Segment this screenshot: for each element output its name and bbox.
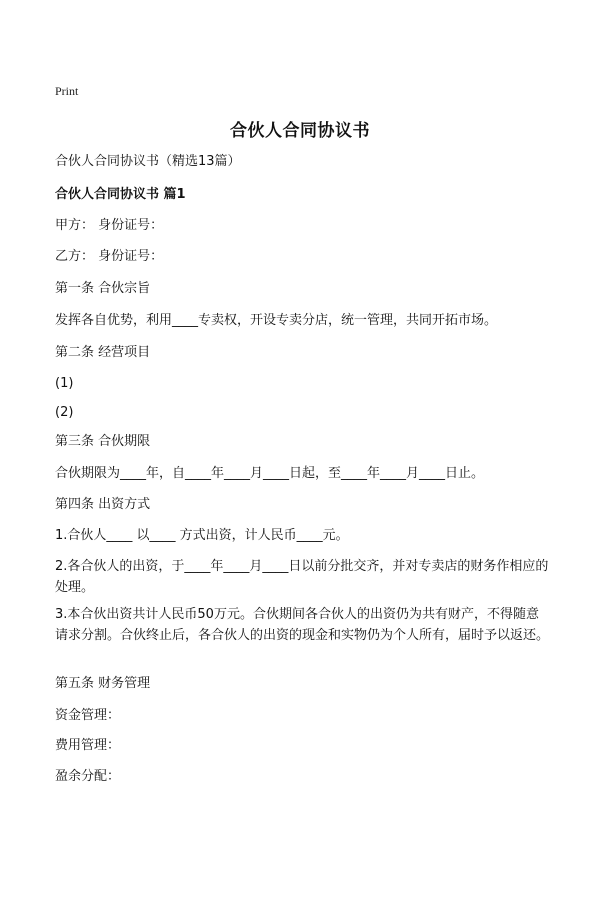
article-1-heading: 第一条 合伙宗旨: [55, 281, 151, 296]
article-2-heading: 第二条 经营项目: [55, 345, 151, 360]
article-1-text: 发挥各自优势，利用____专卖权，开设专卖分店，统一管理，共同开拓市场。: [55, 313, 498, 328]
article-4-heading: 第四条 出资方式: [55, 497, 151, 512]
article-3-heading: 第三条 合伙期限: [55, 434, 151, 449]
expense-management-line: 费用管理：: [55, 738, 121, 753]
document-title: 合伙人合同协议书: [230, 121, 370, 141]
print-label: Print: [55, 84, 79, 98]
party-a-line: 甲方： 身份证号：: [55, 218, 164, 233]
article-4-clause-2: 2.各合伙人的出资，于____年____月____日以前分批交齐，并对专卖店的财务作相应的处理。: [55, 559, 549, 595]
fund-management-line: 资金管理：: [55, 708, 121, 723]
article-4-clause-3: 3.本合伙出资共计人民币50万元。合伙期间各合伙人的出资仍为共有财产，不得随意请求分割。合伙终止后，各合伙人的出资的现金和实物仍为个人所有，届时予以返还。: [55, 607, 550, 643]
article-5-heading: 第五条 财务管理: [55, 676, 151, 691]
section-heading: 合伙人合同协议书 篇1: [55, 187, 186, 202]
document-subtitle: 合伙人合同协议书（精选13篇）: [55, 154, 241, 169]
profit-distribution-line: 盈余分配：: [55, 769, 121, 784]
article-3-text: 合伙期限为____年，自____年____月____日起，至____年____月____日止。: [55, 466, 485, 481]
article-2-item-1: (1): [55, 376, 74, 391]
article-4-clause-1: 1.合伙人____ 以____ 方式出资，计人民币____元。: [55, 528, 349, 543]
article-2-item-2: (2): [55, 405, 74, 420]
party-b-line: 乙方： 身份证号：: [55, 249, 164, 264]
